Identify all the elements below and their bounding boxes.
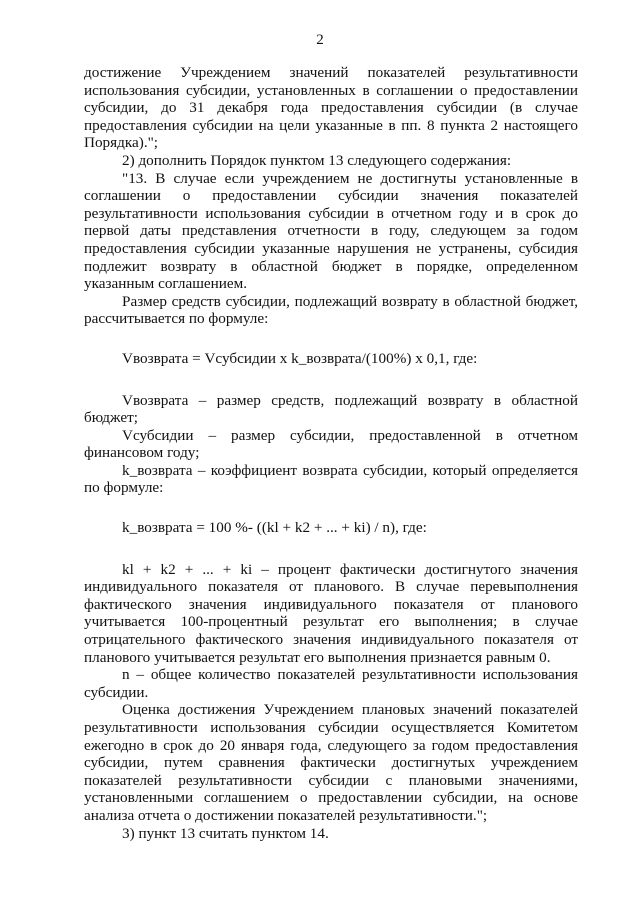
formula-k-return: k_возврата = 100 %- ((kl + k2 + ... + ki) / n), где: bbox=[122, 519, 427, 537]
definition-k-return: k_возврата – коэффициент возврата субсидии, который определяется по формуле: bbox=[84, 461, 578, 497]
paragraph-item-2: 2) дополнить Порядок пунктом 13 следующего содержания: bbox=[122, 151, 512, 169]
paragraph-subsidy-size: Размер средств субсидии, подлежащий возврату в областной бюджет, рассчитывается по формуле: bbox=[84, 292, 578, 328]
definition-n: n – общее количество показателей результативности использования субсидии. bbox=[84, 666, 578, 701]
page-number: 2 bbox=[316, 32, 324, 48]
definition-v-return: Vвозврата – размер средств, подлежащий возврату в областной бюджет; bbox=[84, 391, 578, 427]
paragraph-achievement: достижение Учреждением значений показателей результативности использования субсидии, установленных в соглашении о предоставлении субсидии, до 31 декабря года предоставления субсидии (в случае предоставления субсидии на цели указанные в пп. 8 пункта 2 настоящего Порядка)."; bbox=[84, 64, 578, 152]
paragraph-item-3: 3) пункт 13 считать пунктом 14. bbox=[122, 824, 329, 842]
definition-k-sum: kl + k2 + ... + ki – процент фактически достигнутого значения индивидуального показателя от планового. В случае перевыполнения фактического значения индивидуального показателя от планового учитывается 100-процентный результат его выполнения; в случае отрицательного фактического значения индивидуального показателя от планового учитывается результат его выполнения признается равным 0. bbox=[84, 560, 578, 666]
document-body bbox=[84, 64, 578, 842]
definition-v-subsidy: Vсубсидии – размер субсидии, предоставленной в отчетном финансовом году; bbox=[84, 426, 578, 462]
formula-v-return: Vвозврата = Vсубсидии x k_возврата/(100%) x 0,1, где: bbox=[122, 349, 478, 367]
paragraph-clause-13: "13. В случае если учреждением не достигнуты установленные в соглашении о предоставлении субсидии значения показателей результативности использования субсидии в отчетном году и в срок до первой даты представления отчетности в году, следующем за годом предоставления субсидии указанные нарушения не устранены, субсидия подлежит возврату в областной бюджет в порядке, определенном указанным соглашением. bbox=[84, 169, 578, 293]
paragraph-assessment: Оценка достижения Учреждением плановых значений показателей результативности использования субсидии осуществляется Комитетом ежегодно в срок до 20 января года, следующего за годом предоставления субсидии, путем сравнения фактически достигнутых учреждением показателей результативности субсидии с плановыми значениями, установленными соглашением о предоставлении субсидии, на основе анализа отчета о достижении показателей результативности."; bbox=[84, 701, 578, 824]
